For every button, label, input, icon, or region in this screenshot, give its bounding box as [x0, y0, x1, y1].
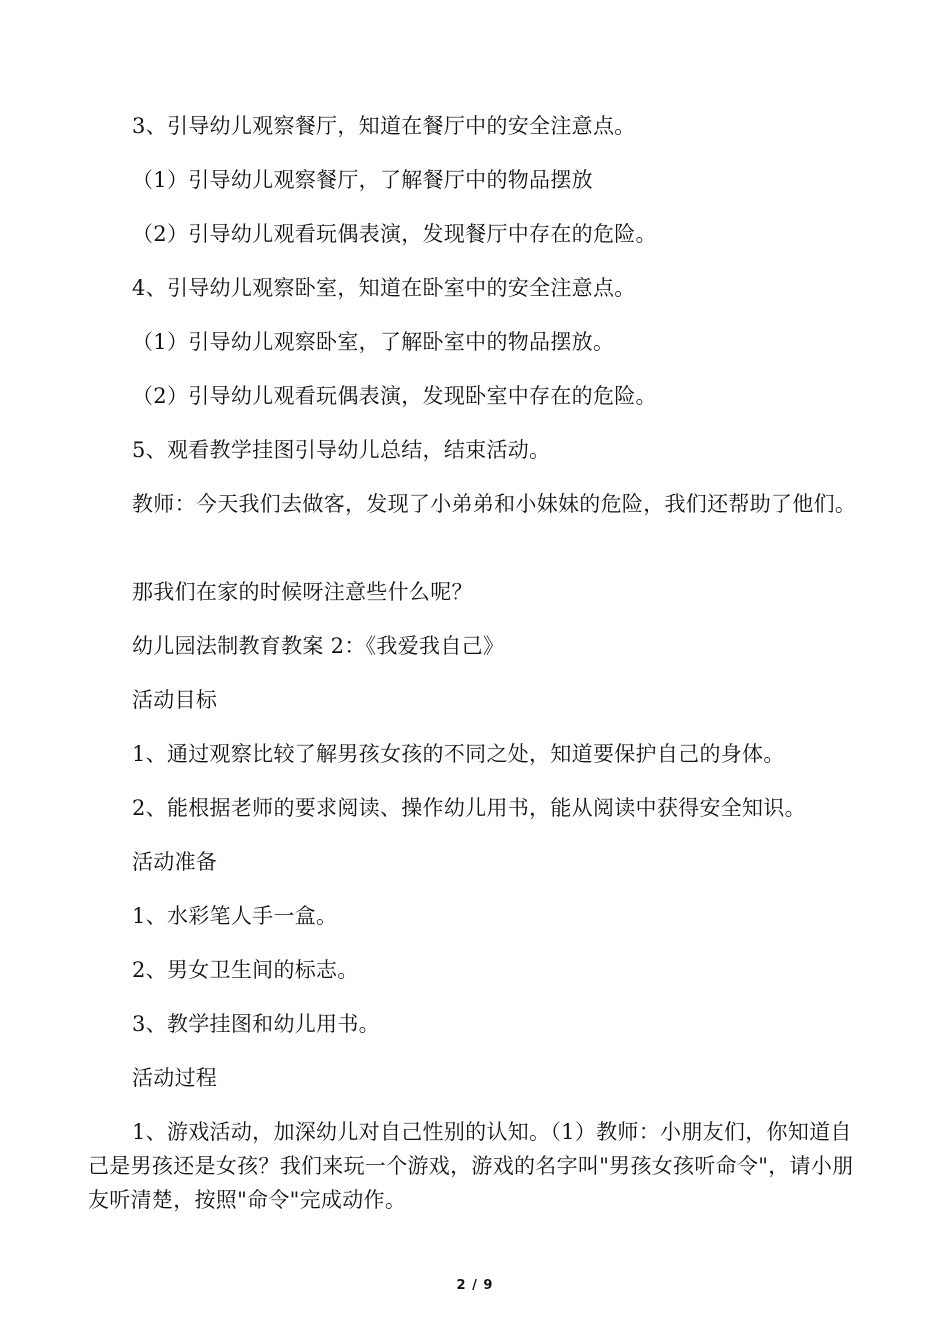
paragraph-step-3: 3、引导幼儿观察餐厅，知道在餐厅中的安全注意点。 — [132, 114, 636, 138]
section-heading-preparation: 活动准备 — [132, 850, 218, 874]
section-heading-goals: 活动目标 — [132, 688, 218, 712]
page-indicator: 2 / 9 — [456, 1278, 494, 1293]
preparation-item-2: 2、男女卫生间的标志。 — [132, 958, 359, 982]
goal-item-2: 2、能根据老师的要求阅读、操作幼儿用书，能从阅读中获得安全知识。 — [132, 796, 806, 820]
paragraph-step-4: 4、引导幼儿观察卧室，知道在卧室中的安全注意点。 — [132, 276, 636, 300]
goal-item-1: 1、通过观察比较了解男孩女孩的不同之处，知道要保护自己的身体。 — [132, 742, 785, 766]
paragraph-question: 那我们在家的时候呀注意些什么呢？ — [132, 580, 473, 604]
process-item-1: 1、游戏活动，加深幼儿对自己性别的认知。（1）教师：小朋友们，你知道自己是男孩还是女孩？我们来玩一个游戏，游戏的名字叫"男孩女孩听命令"，请小朋友听清楚，按照"命令"完成动作。 — [88, 1120, 854, 1212]
paragraph-step-3-2: （2）引导幼儿观看玩偶表演，发现餐厅中存在的危险。 — [132, 222, 657, 246]
paragraph-teacher-speech: 教师：今天我们去做客，发现了小弟弟和小妹妹的危险，我们还帮助了他们。 — [132, 492, 857, 516]
paragraph-step-4-1: （1）引导幼儿观察卧室，了解卧室中的物品摆放。 — [132, 330, 615, 354]
paragraph-step-5: 5、观看教学挂图引导幼儿总结，结束活动。 — [132, 438, 551, 462]
preparation-item-1: 1、水彩笔人手一盒。 — [132, 904, 338, 928]
paragraph-step-3-1: （1）引导幼儿观察餐厅，了解餐厅中的物品摆放 — [132, 168, 593, 192]
lesson-title: 幼儿园法制教育教案 2：《我爱我自己》 — [132, 634, 505, 658]
paragraph-step-4-2: （2）引导幼儿观看玩偶表演，发现卧室中存在的危险。 — [132, 384, 657, 408]
preparation-item-3: 3、教学挂图和幼儿用书。 — [132, 1012, 380, 1036]
section-heading-process: 活动过程 — [132, 1066, 218, 1090]
